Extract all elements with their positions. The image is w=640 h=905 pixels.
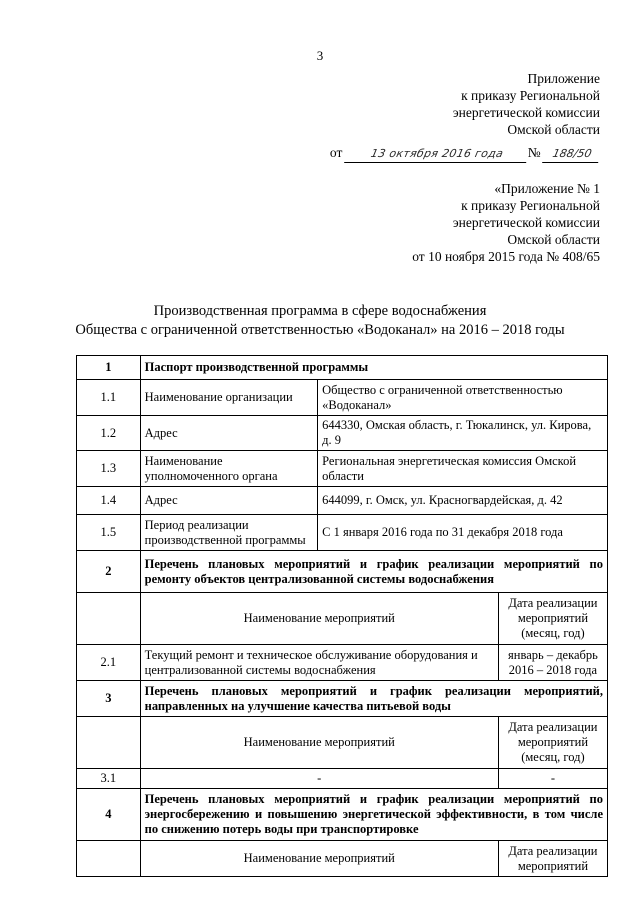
row-value: Региональная энергетическая комиссия Омской области <box>318 451 608 487</box>
title-line: Общества с ограниченной ответственностью «Водоканал» на 2016 – 2018 годы <box>75 322 565 338</box>
document-title <box>0 302 640 340</box>
activity-name: - <box>140 769 498 789</box>
section-title: Перечень плановых мероприятий и график реализации мероприятий по энергосбережению и повышению энергетической эффективности, в том числе по снижению потерь воды при транспортировке <box>140 789 607 841</box>
row-number: 1.3 <box>77 451 141 487</box>
appendix1-line: энергетической комиссии <box>452 215 600 230</box>
column-header-name: Наименование мероприятий <box>140 841 498 877</box>
appendix-line: Приложение <box>527 71 600 86</box>
handwritten-order-date: 13 октября 2016 года <box>344 145 530 163</box>
row-label: Период реализации производственной программы <box>140 515 318 551</box>
table-row <box>77 451 608 487</box>
appendix-line: Омской области <box>507 122 600 137</box>
activity-date: январь – декабрь 2016 – 2018 года <box>498 645 607 681</box>
empty-cell <box>77 593 141 645</box>
row-number: 1.4 <box>77 487 141 515</box>
row-label: Наименование организации <box>140 380 318 416</box>
empty-cell <box>77 841 141 877</box>
appendix1-line: от 10 ноября 2015 года № 408/65 <box>412 249 600 264</box>
row-number: 1.5 <box>77 515 141 551</box>
section-number: 4 <box>77 789 141 841</box>
column-header-row <box>77 593 608 645</box>
column-header-date: Дата реализации мероприятий (месяц, год) <box>498 717 607 769</box>
appendix-line: к приказу Региональной <box>461 88 600 103</box>
appendix1-line: «Приложение № 1 <box>494 181 600 196</box>
table-row <box>77 380 608 416</box>
row-number: 1.1 <box>77 380 141 416</box>
row-number: 1.2 <box>77 416 141 451</box>
section-row <box>77 551 608 593</box>
table-row <box>77 515 608 551</box>
appendix1-header <box>412 180 600 265</box>
order-number-label: № <box>527 145 541 160</box>
row-label: Адрес <box>140 416 318 451</box>
column-header-name: Наименование мероприятий <box>140 593 498 645</box>
row-value: 644099, г. Омск, ул. Красногвардейская, д. 42 <box>318 487 608 515</box>
handwritten-order-number: 188/50 <box>542 145 602 163</box>
table-row <box>77 487 608 515</box>
title-line: Производственная программа в сфере водоснабжения <box>153 303 487 319</box>
row-value: Общество с ограниченной ответственностью «Водоканал» <box>318 380 608 416</box>
empty-cell <box>77 717 141 769</box>
appendix-line: энергетической комиссии <box>452 105 600 120</box>
section-number: 1 <box>77 356 141 380</box>
order-line <box>330 144 600 163</box>
activity-date: - <box>498 769 607 789</box>
column-header-date: Дата реализации мероприятий (месяц, год) <box>498 593 607 645</box>
table-row <box>77 769 608 789</box>
table-row <box>77 416 608 451</box>
section-row <box>77 789 608 841</box>
column-header-row <box>77 717 608 769</box>
section-number: 2 <box>77 551 141 593</box>
column-header-name: Наименование мероприятий <box>140 717 498 769</box>
section-title: Перечень плановых мероприятий и график реализации мероприятий по ремонту объектов централизованной системы водоснабжения <box>140 551 607 593</box>
program-table <box>76 355 608 877</box>
section-number: 3 <box>77 681 141 717</box>
section-title: Паспорт производственной программы <box>140 356 607 380</box>
section-row <box>77 681 608 717</box>
appendix1-line: Омской области <box>507 232 600 247</box>
row-number: 2.1 <box>77 645 141 681</box>
section-title: Перечень плановых мероприятий и график реализации мероприятий, направленных на улучшение качества питьевой воды <box>140 681 607 717</box>
column-header-date: Дата реализации мероприятий <box>498 841 607 877</box>
appendix-header <box>330 70 600 163</box>
row-value: С 1 января 2016 года по 31 декабря 2018 года <box>318 515 608 551</box>
row-label: Наименование уполномоченного органа <box>140 451 318 487</box>
row-value: 644330, Омская область, г. Тюкалинск, ул. Кирова, д. 9 <box>318 416 608 451</box>
order-prefix: от <box>329 145 343 160</box>
activity-name: Текущий ремонт и техническое обслуживание оборудования и централизованной системы водоснабжения <box>140 645 498 681</box>
table-row <box>77 645 608 681</box>
appendix1-line: к приказу Региональной <box>461 198 600 213</box>
section-row <box>77 356 608 380</box>
column-header-row <box>77 841 608 877</box>
row-label: Адрес <box>140 487 318 515</box>
row-number: 3.1 <box>77 769 141 789</box>
page-number: 3 <box>316 48 324 63</box>
